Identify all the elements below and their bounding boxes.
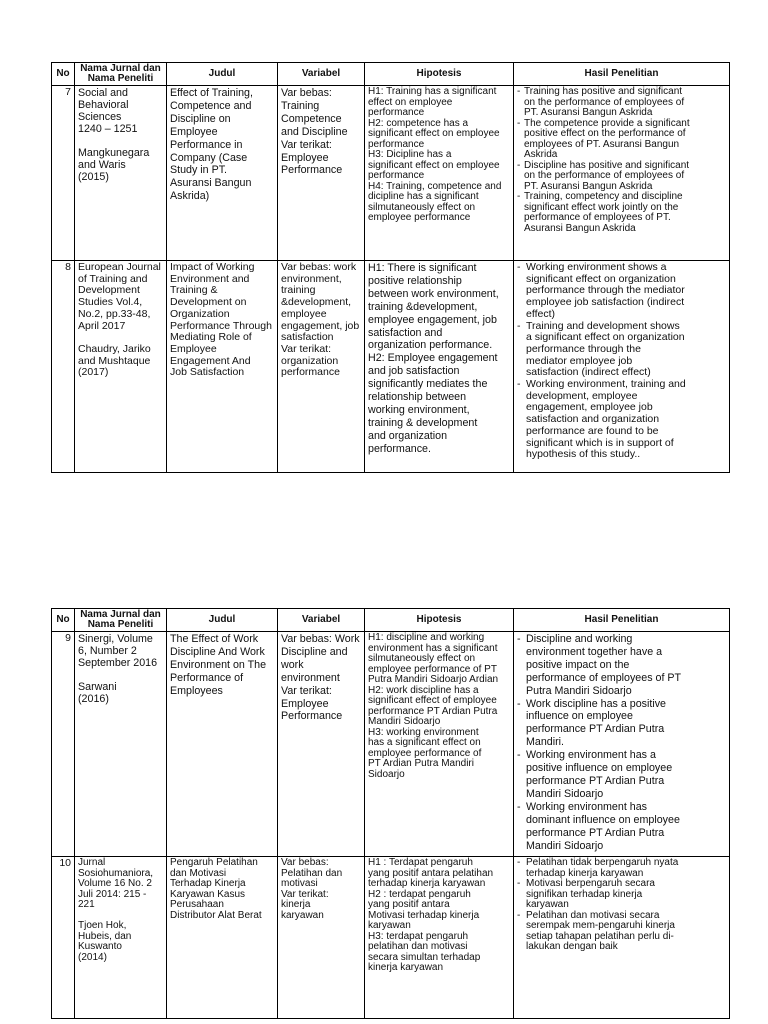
- result-item: - Working environment, training and development, employee engagement, employee job satisfaction and organization performance are found to be significant which is in support of hypothesis of this study..: [517, 379, 726, 461]
- title-cell: Impact of Working Environment and Training & Development on Organization Performance Through Mediating Role of Employee Engagement And Job Satisfaction: [167, 261, 278, 473]
- row-number: 9: [52, 632, 75, 857]
- variable-cell: Var bebas: Work Discipline and work environment Var terikat: Employee Performance: [278, 632, 365, 857]
- row-number: 8: [52, 261, 75, 473]
- journal-cell: Social and Behavioral Sciences 1240 – 1251 Mangkunegara and Waris (2015): [75, 86, 167, 261]
- hypothesis-cell: H1: There is significant positive relationship between work environment, training &development, employee engagement, job satisfaction and organization performance. H2: Employee engagement and job satisfaction significantly mediates the relationship between working environment, training & development and organization performance.: [365, 261, 514, 473]
- header-variabel: Variabel: [278, 63, 365, 86]
- result-item: - Discipline has positive and significant on the performance of employees of PT. Asuransi Bangun Askrida: [517, 161, 726, 193]
- result-item: - Working environment has dominant influence on employee performance PT Ardian Putra Mandiri Sidoarjo: [517, 801, 726, 853]
- result-item: - Training, competency and discipline significant effect work jointly on the performance of employees of PT. Asuransi Bangun Askrida: [517, 192, 726, 234]
- result-item: - Work discipline has a positive influence on employee performance PT Ardian Putra Mandiri.: [517, 698, 726, 750]
- result-cell: [514, 632, 730, 857]
- header-hipotesis: Hipotesis: [365, 63, 514, 86]
- header-nama-jurnal: Nama Jurnal dan Nama Peneliti: [75, 609, 167, 632]
- title-cell: The Effect of Work Discipline And Work Environment on The Performance of Employees: [167, 632, 278, 857]
- table-row: [52, 86, 730, 261]
- journal-cell: Jurnal Sosiohumaniora, Volume 16 No. 2 Juli 2014: 215 - 221 Tjoen Hok, Hubeis, dan Kuswanto (2014): [75, 857, 167, 1019]
- table-row: [52, 261, 730, 473]
- header-hasil-penelitian: Hasil Penelitian: [514, 609, 730, 632]
- result-item: - Pelatihan tidak berpengaruh nyata terhadap kinerja karyawan: [517, 858, 726, 879]
- header-no: No: [52, 63, 75, 86]
- header-judul: Judul: [167, 609, 278, 632]
- variable-cell: Var bebas: Training Competence and Discipline Var terikat: Employee Performance: [278, 86, 365, 261]
- result-item: - Training has positive and significant on the performance of employees of PT. Asuransi Bangun Askrida: [517, 87, 726, 119]
- journal-cell: European Journal of Training and Development Studies Vol.4, No.2, pp.33-48, April 2017 Chaudry, Jariko and Mushtaque (2017): [75, 261, 167, 473]
- table-header-row: [52, 63, 730, 86]
- row-number: 10: [52, 857, 75, 1019]
- result-item: - Working environment shows a significant effect on organization performance through the mediator employee job satisfaction (indirect effect): [517, 262, 726, 321]
- row-number: 7: [52, 86, 75, 261]
- header-nama-jurnal: Nama Jurnal dan Nama Peneliti: [75, 63, 167, 86]
- variable-cell: Var bebas: Pelatihan dan motivasi Var terikat: kinerja karyawan: [278, 857, 365, 1019]
- title-cell: Pengaruh Pelatihan dan Motivasi Terhadap Kinerja Karyawan Kasus Perusahaan Distributor Alat Berat: [167, 857, 278, 1019]
- result-item: - The competence provide a significant positive effect on the performance of employees of PT. Asuransi Bangun Askrida: [517, 119, 726, 161]
- literature-table-1: [51, 62, 730, 473]
- header-hasil-penelitian: Hasil Penelitian: [514, 63, 730, 86]
- title-cell: Effect of Training, Competence and Discipline on Employee Performance in Company (Case Study in PT. Asuransi Bangun Askrida): [167, 86, 278, 261]
- result-item: - Motivasi berpengaruh secara signifikan terhadap kinerja karyawan: [517, 879, 726, 911]
- hypothesis-cell: H1: discipline and working environment has a significant silmutaneously effect on employee performance of PT Putra Mandiri Sidoarjo Ardian H2: work discipline has a significant effect of employee performance PT Ardian Putra Mandiri Sidoarjo H3: working environment has a significant effect on employee performance of PT Ardian Putra Mandiri Sidoarjo: [365, 632, 514, 857]
- header-variabel: Variabel: [278, 609, 365, 632]
- result-item: - Working environment has a positive influence on employee performance PT Ardian Putra Mandiri Sidoarjo: [517, 749, 726, 801]
- result-cell: [514, 857, 730, 1019]
- result-cell: [514, 261, 730, 473]
- header-no: No: [52, 609, 75, 632]
- result-item: - Pelatihan dan motivasi secara serempak mem-pengaruhi kinerja setiap tahapan pelatihan perlu di- lakukan dengan baik: [517, 911, 726, 953]
- result-cell: [514, 86, 730, 261]
- journal-cell: Sinergi, Volume 6, Number 2 September 2016 Sarwani (2016): [75, 632, 167, 857]
- table-header-row: [52, 609, 730, 632]
- variable-cell: Var bebas: work environment, training &development, employee engagement, job satisfaction Var terikat: organization performance: [278, 261, 365, 473]
- hypothesis-cell: H1 : Terdapat pengaruh yang positif antara pelatihan terhadap kinerja karyawan H2 : terdapat pengaruh yang positif antara Motivasi terhadap kinerja karyawan H3: terdapat pengaruh pelatihan dan motivasi secara simultan terhadap kinerja karyawan: [365, 857, 514, 1019]
- table-row: [52, 632, 730, 857]
- result-item: - Discipline and working environment together have a positive impact on the performance of employees of PT Putra Mandiri Sidoarjo: [517, 633, 726, 698]
- header-hipotesis: Hipotesis: [365, 609, 514, 632]
- header-judul: Judul: [167, 63, 278, 86]
- result-item: - Training and development shows a significant effect on organization performance through the mediator employee job satisfaction (indirect effect): [517, 321, 726, 380]
- table-row: [52, 857, 730, 1019]
- literature-table-2: [51, 608, 730, 1019]
- hypothesis-cell: H1: Training has a significant effect on employee performance H2: competence has a significant effect on employee performance H3: Dicipline has a significant effect on employee performance H4: Training, competence and dicipline has a significant silmutaneously effect on employee performance: [365, 86, 514, 261]
